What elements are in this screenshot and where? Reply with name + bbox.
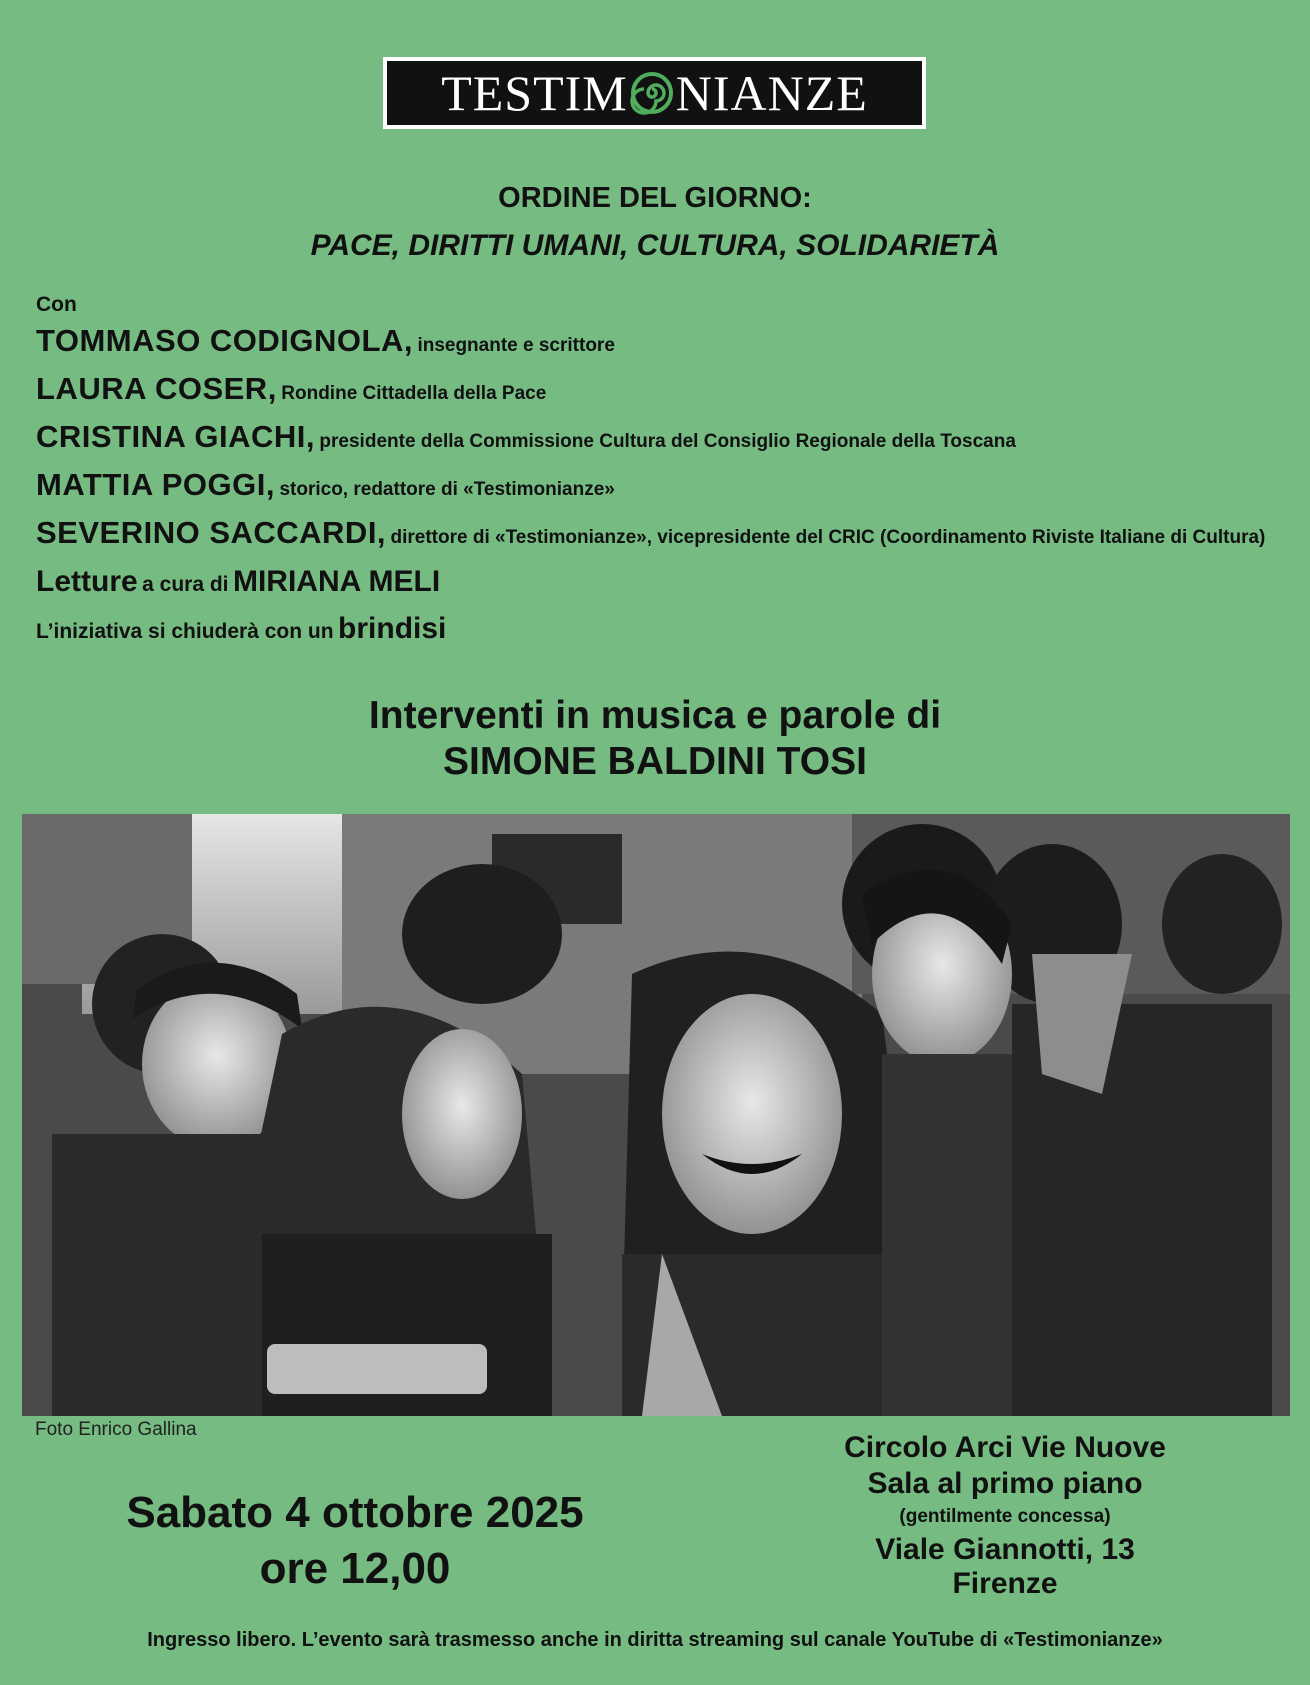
footer-note: Ingresso libero. L’evento sarà trasmesso anche in diritta streaming sul canale YouTube di «Testimonianze»	[147, 1629, 1163, 1651]
speaker-name: LAURA COSER,	[36, 371, 277, 406]
logo-text-end: NIANZE	[675, 65, 868, 121]
speaker-role: storico, redattore di «Testimonianze»	[279, 479, 615, 500]
event-datetime	[80, 1485, 630, 1597]
venue-address: Viale Giannotti, 13	[875, 1533, 1135, 1566]
speaker-name: SEVERINO SACCARDI,	[36, 515, 387, 550]
agenda-subtitle: PACE, DIRITTI UMANI, CULTURA, SOLIDARIETÀ	[310, 229, 1000, 262]
event-time: ore 12,00	[259, 1544, 451, 1593]
event-date: Sabato 4 ottobre 2025	[126, 1488, 584, 1537]
music-heading	[0, 693, 1310, 785]
speaker-role: Rondine Cittadella della Pace	[281, 383, 547, 404]
speaker-role: insegnante e scrittore	[417, 335, 615, 356]
music-line-1: Interventi in musica e parole di	[368, 694, 942, 737]
spiral-icon	[630, 71, 674, 115]
speaker-item	[36, 372, 1286, 412]
speaker-name: MATTIA POGGI,	[36, 467, 275, 502]
speaker-item	[36, 324, 1286, 364]
closing-text: L’iniziativa si chiuderà con un	[36, 620, 334, 643]
closing-line	[36, 612, 1286, 651]
speaker-role: presidente della Commissione Cultura del Consiglio Regionale della Toscana	[319, 431, 1016, 452]
music-performer: SIMONE BALDINI TOSI	[443, 740, 867, 783]
speaker-item	[36, 468, 1286, 508]
crowd-photo-illustration	[22, 814, 1290, 1416]
speaker-role: direttore di «Testimonianze», vicepresidente del CRIC (Coordinamento Riviste Italiane di Cultura)	[390, 527, 1266, 548]
venue-city: Firenze	[952, 1567, 1058, 1600]
logo-text-start: TESTIM	[441, 65, 628, 121]
readings-middle: a cura di	[142, 573, 229, 596]
speaker-name: CRISTINA GIACHI,	[36, 419, 315, 454]
venue-block	[790, 1430, 1220, 1600]
testimonianze-logo	[383, 57, 926, 129]
venue-room: Sala al primo piano	[867, 1467, 1143, 1500]
event-photo	[22, 814, 1290, 1416]
speaker-name: TOMMASO CODIGNOLA,	[36, 323, 413, 358]
speaker-item	[36, 516, 1286, 551]
closing-word: brindisi	[338, 612, 447, 645]
readings-name: MIRIANA MELI	[232, 565, 441, 598]
readings-word: Letture	[36, 565, 138, 598]
readings-line	[36, 565, 1286, 604]
venue-name: Circolo Arci Vie Nuove	[844, 1431, 1166, 1464]
speaker-item	[36, 420, 1286, 460]
photo-credit: Foto Enrico Gallina	[35, 1419, 197, 1440]
speaker-list	[36, 290, 1286, 659]
agenda-title: ORDINE DEL GIORNO:	[498, 182, 812, 214]
venue-note: (gentilmente concessa)	[899, 1506, 1111, 1527]
speakers-intro: Con	[36, 293, 77, 316]
